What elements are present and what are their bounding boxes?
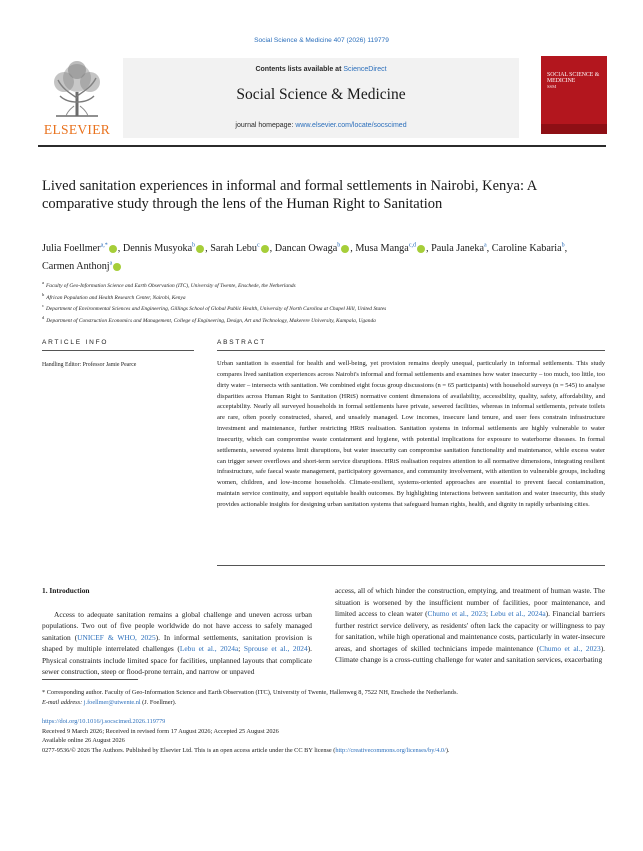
author-affiliation-marker[interactable]: a,*: [100, 243, 108, 249]
article-info-heading: ARTICLE INFO: [42, 339, 194, 351]
abstract-text: Urban sanitation is essential for health and well-being, yet provision remains deeply unequal, particularly in informal settlements. This study compares lived sanitation experiences across Nairobi's informal and formal settlements and examines how water insecurity – too much, too little, too dirty water – intersects with sanitation. We combined eight focus group discussions (n = 65 participants) with household surveys (n = 545) to analyse disparities across Human Right to Sanitation (HRtS) normative content dimensions of availability, accessibility, quality, safety, affordability, and acceptability. Nearly all surveyed households in formal settlements have private, sewered facilities, whereas in informal settlements, private toilets are rare, often poorly constructed, shared, and unsafely managed. Low incomes, insecure land tenure, and user fees constrain infrastructure investment and maintenance, further restricting HRtS realisation. Sanitation systems in informal settlements are highly vulnerable to water insecurity, which can compromise waste containment and hygiene, with potential implications for exposure to waterborne diseases. In formal settlements, sewered systems limit disruptions, but water insecurity can compromise sanitation functionality and maintenance, while excess water can trigger sewer overflows and short-term service disruptions. HRtS realisation requires attention to all normative dimensions, integrating resilient infrastructure, safe faecal waste management, participatory governance, and community involvement, with attention to vulnerable groups, including women, children, and low-income households. Climate-resilient, systems-oriented approaches are essential to prevent faecal contamination, maintain service continuity, and support equitable health outcomes. By highlighting interactions between sanitation and water insecurity, this study provides actionable insights for designing urban sanitation systems that safeguard human rights, health, and dignity in rapidly urbanising cities.: [217, 360, 605, 508]
author-entry[interactable]: [42, 261, 122, 272]
body-text: ). In informal settlements, sanitation provision is shaped by multiple interrelated challenges (: [42, 632, 313, 653]
body-text: ;: [238, 644, 244, 653]
doi-link[interactable]: https://doi.org/10.1016/j.socscimed.2026.119779: [42, 718, 166, 725]
orcid-icon[interactable]: [113, 263, 121, 271]
author-name: Musa Manga: [355, 243, 409, 255]
intro-paragraph-continued: [335, 585, 605, 666]
intro-right-column: [335, 585, 605, 666]
orcid-icon[interactable]: [109, 245, 117, 253]
orcid-icon[interactable]: [261, 245, 269, 253]
author-list: [42, 239, 582, 275]
email-link[interactable]: j.foellmer@utwente.nl: [83, 699, 141, 706]
email-label: E-mail address:: [42, 699, 84, 706]
section-heading-introduction: 1. Introduction: [42, 586, 90, 595]
sciencedirect-link[interactable]: ScienceDirect: [343, 66, 387, 73]
author-entry[interactable]: [42, 243, 123, 254]
intro-paragraph: [42, 609, 312, 678]
journal-homepage: [123, 122, 519, 129]
body-text: ). Climate change is a cross-cutting challenge for water and sanitation services, exacerbating: [335, 643, 606, 664]
author-separator: ,: [269, 243, 275, 255]
author-name: Paula Janeka: [431, 243, 484, 255]
journal-banner: [123, 58, 519, 138]
affiliation-item: [42, 302, 602, 314]
author-name: Carmen Anthonj: [42, 261, 110, 273]
received-dates: Received 9 March 2026; Received in revised form 17 August 2026; Accepted 25 August 2026: [42, 727, 279, 735]
cover-subtitle: SSM: [547, 84, 557, 89]
journal-masthead: [38, 52, 606, 140]
affiliation-text: Department of Environmental Sciences and Engineering, Gillings School of Global Public Health, University of North Carolina at Chapel Hill, United States: [46, 306, 387, 313]
author-affiliation-marker[interactable]: b: [337, 243, 341, 249]
license-link[interactable]: http://creativecommons.org/licenses/by/4.0/: [335, 746, 446, 754]
license-line: [42, 746, 622, 756]
cover-title: SOCIAL SCIENCE & MEDICINE: [547, 72, 600, 84]
license-suffix: ).: [445, 746, 450, 754]
author-separator: ,: [350, 243, 356, 255]
author-affiliation-marker[interactable]: a: [109, 260, 113, 267]
journal-cover-thumbnail[interactable]: [541, 56, 607, 134]
author-entry[interactable]: [123, 243, 210, 254]
citation-link[interactable]: UNICEF & WHO, 2025: [77, 632, 156, 642]
journal-name: Social Science & Medicine: [236, 86, 406, 103]
orcid-icon[interactable]: [196, 245, 204, 253]
author-entry[interactable]: [492, 243, 567, 254]
affiliation-text: Faculty of Geo-Information Science and Earth Observation (ITC), University of Twente, Enschede, the Netherlands: [46, 282, 296, 289]
author-affiliation-marker[interactable]: c,d: [408, 243, 416, 249]
affiliation-list: [42, 279, 602, 326]
available-online-date: Available online 26 August 2026: [42, 737, 125, 745]
author-name: Dancan Owaga: [274, 243, 338, 255]
homepage-link[interactable]: www.elsevier.com/locate/socscimed: [295, 122, 407, 129]
author-affiliation-marker[interactable]: b: [561, 243, 565, 249]
citation-link[interactable]: Chumo et al., 2023: [539, 643, 601, 653]
license-text: 0277-9536/© 2026 The Authors. Published by Elsevier Ltd. This is an open access article under the CC BY license (: [42, 746, 336, 754]
body-text: Access to adequate sanitation remains a global challenge and uneven across urban populations. Two out of five people worldwide do not have access to safely managed sanitation (: [42, 609, 312, 642]
citation-link[interactable]: Sprouse et al., 2024: [243, 644, 308, 653]
author-separator: ,: [117, 243, 123, 255]
author-entry[interactable]: [431, 243, 492, 254]
email-line: [42, 698, 622, 708]
affiliation-marker: b: [42, 291, 45, 297]
footnote-divider: [42, 679, 138, 680]
handling-editor: Handling Editor: Professor Jamie Pearce: [42, 362, 137, 368]
author-name: Julia Foellmer: [42, 243, 101, 255]
affiliation-marker: d: [42, 315, 45, 321]
author-affiliation-marker[interactable]: b: [192, 243, 196, 249]
author-separator: ,: [564, 243, 568, 255]
author-entry[interactable]: [210, 243, 274, 254]
affiliation-marker: a: [42, 280, 44, 285]
body-text: access, all of which hinder the construction, emptying, and treatment of human waste. The situation is worsened by the insufficient number of facilities, poor maintenance, and limited access to clean water (: [335, 586, 605, 618]
affiliation-text: African Population and Health Research Center, Nairobi, Kenya: [46, 294, 186, 301]
journal-citation-link[interactable]: Social Science & Medicine 407 (2026) 119779: [254, 37, 389, 44]
intro-left-column: [42, 585, 312, 678]
elsevier-wordmark: ELSEVIER: [43, 122, 111, 137]
affiliation-item: [42, 314, 602, 326]
affiliation-item: [42, 279, 602, 291]
citation-link[interactable]: Chumo et al., 2023: [427, 609, 486, 618]
cover-band: [541, 124, 607, 134]
author-entry[interactable]: [275, 243, 356, 254]
author-entry[interactable]: [355, 243, 431, 254]
masthead-divider: [38, 145, 606, 147]
affiliation-marker: c: [42, 303, 44, 309]
citation-link[interactable]: Lebu et al., 2024a: [179, 644, 239, 653]
corresponding-author-footnote: [42, 688, 622, 708]
body-text: ;: [485, 609, 491, 618]
abstract-heading: ABSTRACT: [217, 339, 605, 351]
orcid-icon[interactable]: [341, 245, 349, 253]
author-affiliation-marker[interactable]: c: [256, 243, 260, 249]
abstract-divider: [217, 565, 605, 566]
author-separator: ,: [425, 243, 432, 255]
author-name: Dennis Musyoka: [122, 243, 193, 255]
footnote-text: * Corresponding author. Faculty of Geo-Information Science and Earth Observation (ITC), University of Twente, Hallenweg 8, 7522 NH, Enschede the Netherlands.: [42, 689, 458, 696]
homepage-prefix: journal homepage:: [235, 122, 296, 129]
author-separator: ,: [205, 243, 211, 255]
article-title: Lived sanitation experiences in informal and formal settlements in Nairobi, Kenya: A comparative study through the lens of the Human Right to Sanitation: [42, 178, 537, 212]
elsevier-tree-icon: [46, 58, 108, 120]
publication-details: [42, 717, 622, 755]
affiliation-text: Department of Construction Economics and Management, College of Engineering, Design, Art and Technology, Makerere University, Kampala, Uganda: [46, 317, 376, 324]
affiliation-item: [42, 291, 602, 303]
elsevier-logo[interactable]: [38, 58, 116, 140]
author-name: Caroline Kabaria: [491, 243, 562, 255]
citation-link[interactable]: Lebu et al., 2024a: [490, 609, 546, 618]
contents-prefix: Contents lists available at: [255, 66, 344, 73]
contents-availability: [123, 66, 519, 73]
author-name: Sarah Lebu: [210, 243, 257, 255]
author-separator: ,: [486, 243, 492, 255]
author-affiliation-marker[interactable]: a: [483, 243, 487, 249]
body-text: ). Financial barriers further restrict service delivery, as residents' often lack the capacity or willingness to pay for sanitation, while high operational and maintenance costs, particularly in water-insecure areas, and shortages of skilled technicians impede maintenance (: [335, 609, 606, 653]
orcid-icon[interactable]: [417, 245, 425, 253]
email-suffix: (J. Foellmer).: [140, 699, 177, 706]
body-text: ). Physical constraints include limited space for facilities, unplanned layouts that complicate sewer construction, steep or flood-prone terrain, and narrow or unpaved: [42, 644, 312, 676]
